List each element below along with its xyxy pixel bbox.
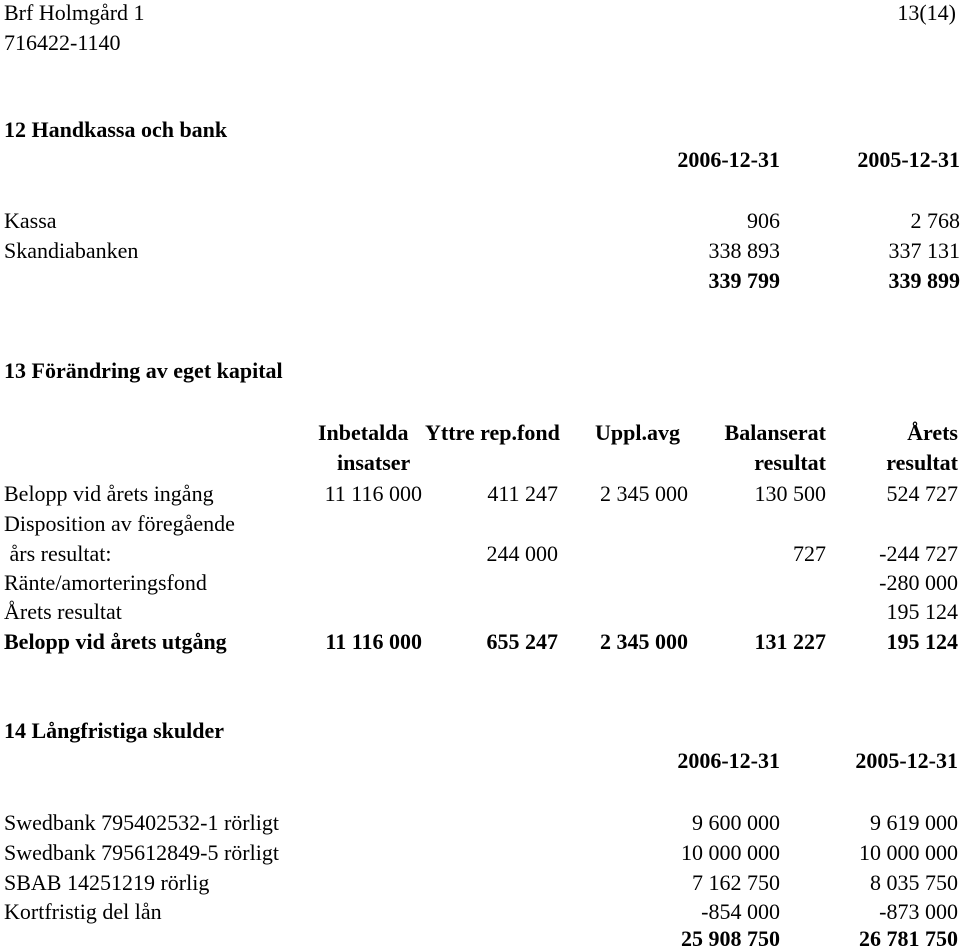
equity-cell: 11 116 000 <box>324 481 422 506</box>
note12-col2-header: 2005-12-31 <box>857 147 960 172</box>
equity-row-label: Disposition av föregående <box>4 511 235 536</box>
equity-row-label: Ränte/amorteringsfond <box>4 570 207 595</box>
note12-row-label: Skandiabanken <box>4 238 139 263</box>
org-number: 716422-1140 <box>4 30 121 55</box>
col-header-uppl-avg: Uppl.avg <box>595 420 680 445</box>
note14-col1-header: 2006-12-31 <box>677 748 780 773</box>
loan-row-label: Swedbank 795402532-1 rörligt <box>4 810 279 835</box>
note13-title: 13 Förändring av eget kapital <box>4 358 283 383</box>
loan-row-label: SBAB 14251219 rörlig <box>4 870 210 895</box>
note14-col2-header: 2005-12-31 <box>855 748 958 773</box>
equity-cell: -280 000 <box>879 570 958 595</box>
page-number: 13(14) <box>897 0 956 25</box>
equity-cell: 244 000 <box>486 541 558 566</box>
note12-total-value: 339 899 <box>888 268 960 293</box>
equity-row-label: års resultat: <box>4 541 112 566</box>
equity-cell: 411 247 <box>487 481 558 506</box>
col-header-yttre-rep-fond: Yttre rep.fond <box>425 420 560 445</box>
loan-row-value: 8 035 750 <box>870 870 958 895</box>
col-header-inbetalda: Inbetalda <box>318 420 409 445</box>
note12-total-value: 339 799 <box>708 268 780 293</box>
equity-cell: 195 124 <box>886 599 958 624</box>
equity-total-cell: 2 345 000 <box>600 629 688 654</box>
loan-row-value: 9 600 000 <box>692 810 780 835</box>
note12-col1-header: 2006-12-31 <box>677 147 780 172</box>
equity-cell: 130 500 <box>754 481 826 506</box>
equity-row-label: Årets resultat <box>4 599 122 624</box>
equity-total-cell: 195 124 <box>886 629 958 654</box>
equity-total-cell: 655 247 <box>486 629 558 654</box>
note12-row-value: 2 768 <box>910 208 960 233</box>
note12-title: 12 Handkassa och bank <box>4 117 228 142</box>
loan-row-value: -873 000 <box>879 899 958 924</box>
equity-cell: 524 727 <box>886 481 958 506</box>
loan-total-value: 25 908 750 <box>681 926 780 951</box>
equity-total-cell: 11 116 000 <box>325 629 422 654</box>
note12-row-value: 906 <box>747 208 780 233</box>
col-header-insatser: insatser <box>337 450 411 475</box>
loan-row-value: 10 000 000 <box>681 840 780 865</box>
loan-row-value: 9 619 000 <box>870 810 958 835</box>
company-name: Brf Holmgård 1 <box>4 0 145 25</box>
note12-row-label: Kassa <box>4 208 57 233</box>
equity-cell: -244 727 <box>879 541 958 566</box>
col-header-arets-resultat: resultat <box>886 450 958 475</box>
equity-cell: 727 <box>793 541 826 566</box>
note14-title: 14 Långfristiga skulder <box>4 718 225 743</box>
equity-total-label: Belopp vid årets utgång <box>4 629 227 654</box>
col-header-arets: Årets <box>907 420 958 445</box>
equity-row-label: Belopp vid årets ingång <box>4 481 214 506</box>
col-header-balanserat: Balanserat <box>724 420 826 445</box>
equity-cell: 2 345 000 <box>600 481 688 506</box>
loan-total-value: 26 781 750 <box>859 926 958 951</box>
equity-total-cell: 131 227 <box>754 629 826 654</box>
note12-row-value: 338 893 <box>708 238 780 263</box>
loan-row-label: Kortfristig del lån <box>4 899 162 924</box>
loan-row-value: 10 000 000 <box>859 840 958 865</box>
note12-row-value: 337 131 <box>888 238 960 263</box>
loan-row-value: -854 000 <box>701 899 780 924</box>
loan-row-label: Swedbank 795612849-5 rörligt <box>4 840 279 865</box>
col-header-balanserat-resultat: resultat <box>754 450 826 475</box>
loan-row-value: 7 162 750 <box>692 870 780 895</box>
